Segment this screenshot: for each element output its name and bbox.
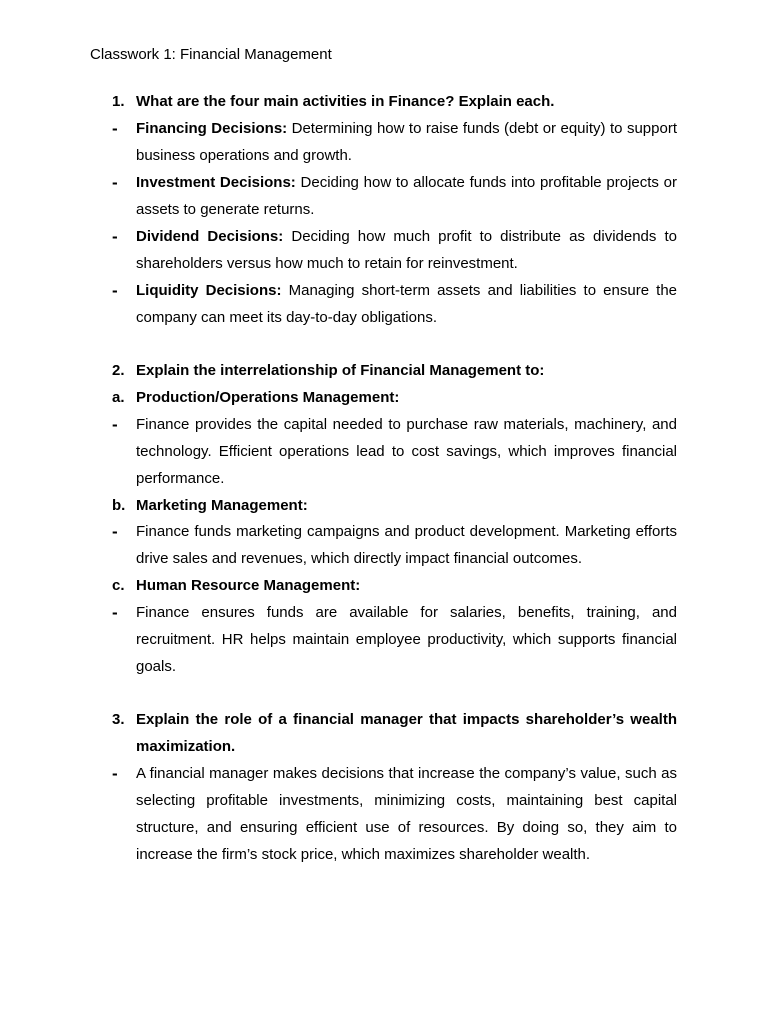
question-3 <box>112 706 677 760</box>
question-1-heading: What are the four main activities in Finance? Explain each. <box>136 93 555 110</box>
q2-sub-a-body <box>112 411 677 492</box>
question-2 <box>112 357 677 384</box>
sub-letter: c. <box>112 577 125 594</box>
sub-text: Finance ensures funds are available for salaries, benefits, training, and recruitment. HR helps maintain employee productivity, which supports financial goals. <box>136 604 677 675</box>
q1-item-financing <box>112 115 677 169</box>
q1-item-liquidity <box>112 277 677 331</box>
sub-text: Finance provides the capital needed to purchase raw materials, machinery, and technology. Efficient operations lead to cost savings, which improves financial performance. <box>136 416 677 487</box>
question-1-number: 1. <box>112 93 125 110</box>
sub-title: Production/Operations Management: <box>136 389 400 406</box>
q1-item-text: Deciding how much profit to distribute as dividends to shareholders versus how much to retain for reinvestment. <box>136 228 677 272</box>
q2-sub-c-body <box>112 599 677 680</box>
q2-sub-c-title <box>112 572 677 599</box>
bullet-dash: - <box>112 415 118 434</box>
q1-item-term: Investment Decisions: <box>136 174 296 191</box>
q1-item-term: Financing Decisions: <box>136 120 288 137</box>
q1-item-text: Managing short-term assets and liabilities to ensure the company can meet its day-to-day obligations. <box>136 282 678 326</box>
q1-item-investment <box>112 169 677 223</box>
sub-text: Finance funds marketing campaigns and product development. Marketing efforts drive sales and revenues, which directly impact financial outcomes. <box>136 523 677 567</box>
bullet-dash: - <box>112 522 118 541</box>
bullet-dash: - <box>112 603 118 622</box>
sub-letter: a. <box>112 389 125 406</box>
q2-sub-b-body <box>112 518 677 572</box>
document-title: Classwork 1: Financial Management <box>90 46 332 63</box>
q1-item-text: Determining how to raise funds (debt or equity) to support business operations and growth. <box>136 120 677 164</box>
q3-answer <box>112 760 677 868</box>
question-3-number: 3. <box>112 711 125 728</box>
question-1 <box>112 88 677 115</box>
q1-item-term: Dividend Decisions: <box>136 228 284 245</box>
q1-item-term: Liquidity Decisions: <box>136 282 282 299</box>
sub-title: Human Resource Management: <box>136 577 361 594</box>
q3-answer-text: A financial manager makes decisions that increase the company’s value, such as selecting profitable investments, minimizing costs, maintaining best capital structure, and ensuring efficient use of resources. By doing so, they aim to increase the firm’s stock price, which maximizes shareholder wealth. <box>136 765 677 863</box>
q2-sub-a-title <box>112 384 677 411</box>
question-3-heading: Explain the role of a financial manager that impacts shareholder’s wealth maximization. <box>136 711 677 755</box>
sub-title: Marketing Management: <box>136 497 308 514</box>
bullet-dash: - <box>112 119 118 138</box>
question-2-heading: Explain the interrelationship of Financial Management to: <box>136 362 545 379</box>
sub-letter: b. <box>112 497 126 514</box>
question-2-number: 2. <box>112 362 125 379</box>
q1-item-dividend <box>112 223 677 277</box>
bullet-dash: - <box>112 227 118 246</box>
bullet-dash: - <box>112 173 118 192</box>
bullet-dash: - <box>112 764 118 783</box>
q2-sub-b-title <box>112 492 677 519</box>
q1-item-text: Deciding how to allocate funds into profitable projects or assets to generate returns. <box>136 174 677 218</box>
bullet-dash: - <box>112 281 118 300</box>
